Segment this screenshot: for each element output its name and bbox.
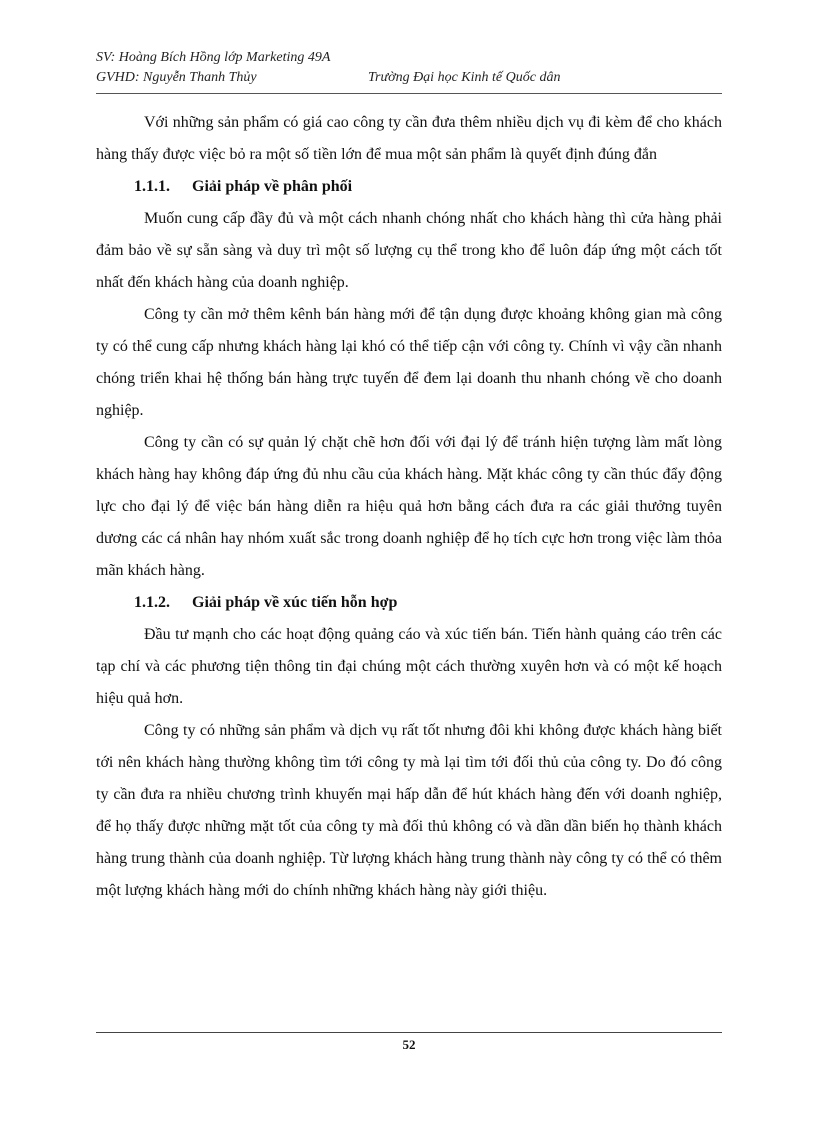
header-divider — [96, 93, 722, 94]
header-line-2 — [96, 68, 722, 88]
page-content — [96, 107, 722, 907]
header-advisor: GVHD: Nguyễn Thanh Thủy — [96, 70, 257, 85]
paragraph-3: Công ty cần mở thêm kênh bán hàng mới để tận dụng được khoảng không gian mà công ty có thể cung cấp nhưng khách hàng lại khó có thể tiếp cận với công ty. Chính vì vậy cần nhanh chóng triển khai hệ thống bán hàng trực tuyến để đem lại doanh thu nhanh chóng về cho doanh nghiệp. — [96, 306, 722, 419]
section-title: Giải pháp về xúc tiến hỗn hợp — [192, 594, 398, 611]
paragraph-6: Công ty có những sản phẩm và dịch vụ rất tốt nhưng đôi khi không được khách hàng biết tới nên khách hàng thường không tìm tới công ty mà lại tìm tới đối thủ của công ty. Do đó công ty cần đưa ra nhiều chương trình khuyến mại hấp dẫn để hút khách hàng đến với doanh nghiệp, để họ thấy được những mặt tốt của công ty mà đối thủ không có và dần dần biến họ thành khách hàng trung thành của doanh nghiệp. Từ lượng khách hàng trung thành này công ty có thể có thêm một lượng khách hàng mới do chính những khách hàng này giới thiệu. — [96, 722, 722, 899]
section-number: 1.1.1. — [134, 178, 170, 195]
paragraph-1: Với những sản phẩm có giá cao công ty cần đưa thêm nhiều dịch vụ đi kèm để cho khách hàng thấy được việc bỏ ra một số tiền lớn để mua một sản phẩm là quyết định đúng đắn — [96, 114, 722, 163]
paragraph-5: Đầu tư mạnh cho các hoạt động quảng cáo và xúc tiến bán. Tiến hành quảng cáo trên các tạp chí và các phương tiện thông tin đại chúng một cách thường xuyên hơn và có một kế hoạch hiệu quả hơn. — [96, 626, 722, 707]
page-number: 52 — [402, 1037, 416, 1052]
section-title: Giải pháp về phân phối — [192, 178, 353, 195]
header-school: Trường Đại học Kinh tế Quốc dân — [368, 70, 561, 85]
paragraph-2: Muốn cung cấp đầy đủ và một cách nhanh chóng nhất cho khách hàng thì cửa hàng phải đảm bảo về sự sẵn sàng và duy trì một số lượng cụ thể trong kho để luôn đáp ứng một cách tốt nhất đến khách hàng của doanh nghiệp. — [96, 210, 722, 291]
page-header — [96, 48, 722, 88]
section-heading-distribution — [96, 171, 722, 203]
section-number: 1.1.2. — [134, 594, 170, 611]
section-heading-promotion — [96, 587, 722, 619]
header-student: SV: Hoàng Bích Hồng lớp Marketing 49A — [96, 50, 331, 65]
footer-divider — [96, 1032, 722, 1033]
paragraph-4: Công ty cần có sự quản lý chặt chẽ hơn đối với đại lý để tránh hiện tượng làm mất lòng khách hàng hay không đáp ứng đủ nhu cầu của khách hàng. Mặt khác công ty cần thúc đẩy động lực cho đại lý để việc bán hàng diễn ra hiệu quả hơn bằng cách đưa ra các giải thưởng tuyên dương các cá nhân hay nhóm xuất sắc trong doanh nghiệp để họ tích cực hơn trong việc làm thỏa mãn khách hàng. — [96, 434, 722, 579]
